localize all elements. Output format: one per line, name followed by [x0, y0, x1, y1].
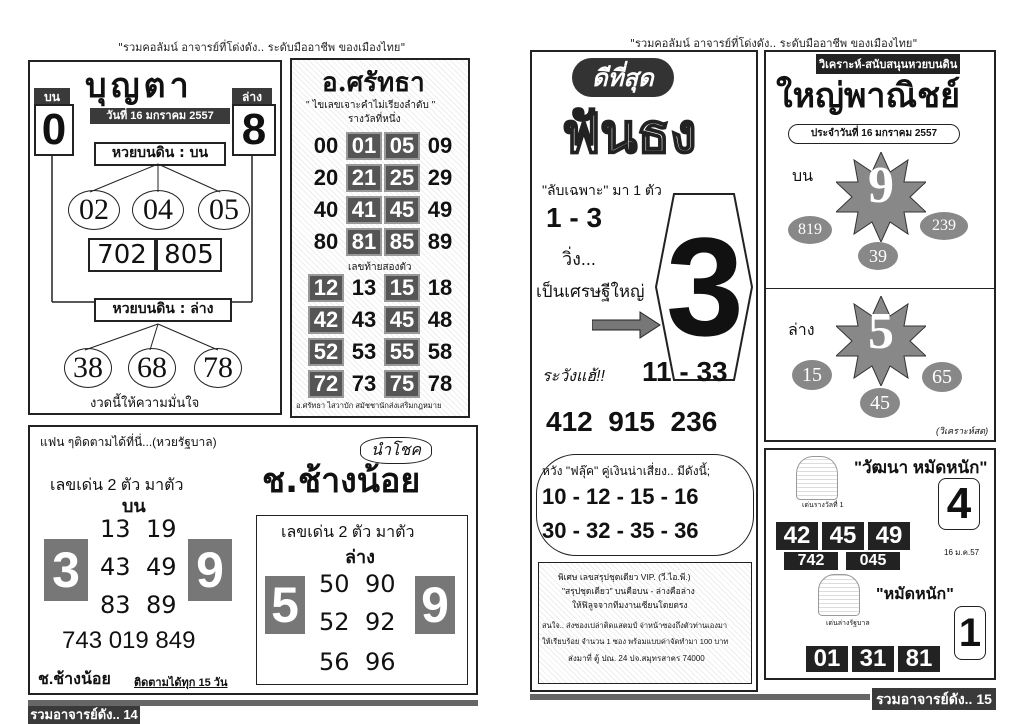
grid-number: 89 — [427, 229, 453, 254]
footer-note: ติดตามได้ทุก 15 วัน — [134, 677, 228, 689]
chang-noi-logo: ช.ช้างน้อย — [262, 461, 421, 501]
grid-number: 52 — [308, 338, 344, 366]
grid-number: 40 — [313, 197, 339, 222]
grid-number: 81 — [346, 228, 382, 256]
grid-number: 01 — [346, 132, 382, 160]
grid-number: 42 — [308, 306, 344, 334]
upper-pair: 19 — [146, 515, 177, 543]
lower-left-big: 5 — [265, 576, 305, 634]
upper-three: 743 019 849 — [62, 627, 196, 654]
grid-number: 29 — [427, 165, 453, 190]
grid-number: 20 — [313, 165, 339, 190]
vip-line: พิเศษ เลขสรุปชุดเดียว VIP. (วี.ไอ.พี.) — [558, 572, 691, 582]
top-pair: 45 — [822, 522, 864, 550]
watthana-panel — [764, 448, 996, 680]
top-label: บน — [792, 168, 814, 185]
upper-number: 05 — [198, 190, 250, 230]
yai-phanit-panel — [764, 50, 996, 442]
top-three: 045 — [846, 552, 900, 570]
beware-pair: 11 - 33 — [642, 356, 728, 387]
chang-noi-panel — [28, 425, 478, 695]
bunyata-caption: งวดนี้ให้ความมั่นใจ — [90, 395, 200, 410]
special-pair: 1 - 3 — [546, 202, 603, 233]
lower-number: 78 — [194, 348, 242, 388]
vip-line: ให้ฟิลูจจากทีมงานเซียนโดยตรง — [572, 600, 688, 610]
grid-number: 45 — [384, 196, 420, 224]
bottom-big: 5 — [868, 303, 894, 360]
run-text: วิ่ง... — [562, 249, 596, 269]
fan-thong-panel — [530, 50, 758, 692]
bottom-pair: 01 — [806, 646, 848, 672]
grid-number: 55 — [384, 338, 420, 366]
bottom-label: ล่าง — [232, 88, 272, 104]
top-note: เด่นรางวัลที่ 1 — [802, 502, 844, 509]
fan-thong-title-top: ดีที่สุด — [572, 58, 674, 97]
right-footer-line — [530, 694, 870, 700]
grid-number: 53 — [351, 339, 377, 364]
lower-pair: 92 — [365, 608, 396, 636]
right-page-footer: รวมอาจารย์ดัง.. 15 — [872, 688, 996, 710]
bottom-label: ล่าง — [788, 322, 815, 339]
boxer-right-icon — [818, 574, 860, 616]
upper-three-digit: 702 — [88, 238, 156, 272]
grid-number: 09 — [427, 133, 453, 158]
first-prize-grid — [308, 132, 468, 262]
bottom-pair: 31 — [852, 646, 894, 672]
top-small: 239 — [920, 212, 968, 240]
rich-text: เป็นเศรษฐีใหญ่ — [536, 282, 645, 301]
bottom-digit: 8 — [232, 104, 276, 156]
upper-number: 04 — [132, 190, 184, 230]
yai-phanit-tagline: วิเคราะห์-สนับสนุนหวยบนดิน — [816, 54, 960, 74]
bottom-pair: 81 — [898, 646, 940, 672]
left-page-footer: รวมอาจารย์ดัง.. 14 — [28, 706, 140, 724]
vip-line: ส่งมาที่ ตู้ ปณ. 24 ปจ.สมุทรสาคร 74000 — [568, 654, 705, 663]
left-page-header: "รวมคอลัมน์ อาจารย์ที่โด่งดัง.. ระดับมืออาชีพ ของเมืองไทย" — [118, 41, 406, 54]
grid-number: 21 — [346, 164, 382, 192]
lower-tag: หวยบนดิน : ล่าง — [94, 298, 232, 322]
special-label: "ลับเฉพาะ" มา 1 ตัว — [542, 182, 662, 198]
grid-number: 49 — [427, 197, 453, 222]
lower-subpanel — [256, 515, 468, 685]
top-three: 742 — [784, 552, 838, 570]
fan-thong-title-main: ฟันธง — [562, 102, 697, 165]
lower-sub: ล่าง — [345, 547, 375, 567]
upper-right-big: 9 — [188, 539, 232, 601]
grid-number: 58 — [427, 339, 453, 364]
grid-number: 15 — [384, 274, 420, 302]
right-page-header: "รวมคอลัมน์ อาจารย์ที่โด่งดัง.. ระดับมืออาชีพ ของเมืองไทย" — [630, 37, 918, 50]
upper-pair: 49 — [146, 553, 177, 581]
grid-number: 75 — [384, 370, 420, 398]
second-title: "หมัดหนัก" — [876, 586, 954, 603]
lower-pair: 50 — [319, 570, 350, 598]
upper-pair: 83 — [100, 591, 131, 619]
lower-pair: 56 — [319, 648, 350, 676]
yai-phanit-title: ใหญ่พาณิชย์ — [776, 76, 961, 116]
flute-row: 30 - 32 - 35 - 36 — [542, 518, 699, 543]
grid-number: 12 — [308, 274, 344, 302]
lower-right-big: 9 — [415, 576, 455, 634]
upper-pair: 43 — [100, 553, 131, 581]
bunyata-date: วันที่ 16 มกราคม 2557 — [90, 108, 230, 124]
last-two-label: เลขท้ายสองตัว — [348, 262, 412, 273]
divider — [766, 288, 994, 289]
first-prize-label: รางวัลที่หนึ่ง — [348, 114, 401, 125]
upper-tag: หวยบนดิน : บน — [94, 142, 226, 166]
grid-number: 41 — [346, 196, 382, 224]
grid-number: 18 — [427, 275, 453, 300]
boxer-left-icon — [796, 456, 838, 500]
upper-label: เลขเด่น 2 ตัว มาตัว — [50, 477, 184, 494]
lower-number: 38 — [64, 348, 112, 388]
lower-pair: 90 — [365, 570, 396, 598]
top-small: 819 — [788, 216, 832, 244]
watthana-date: 16 ม.ค.57 — [944, 548, 980, 557]
arrow-icon — [592, 310, 662, 340]
grid-number: 80 — [313, 229, 339, 254]
sattha-subtitle: " ไขเลขเจาะคำไม่เรียงลำดับ " — [306, 100, 436, 111]
grid-number: 13 — [351, 275, 377, 300]
flute-row: 10 - 12 - 15 - 16 — [542, 484, 699, 509]
grid-number: 45 — [384, 306, 420, 334]
sattha-panel — [290, 58, 470, 418]
yai-phanit-credit: (วิเคราะห์สด) — [936, 426, 989, 436]
grid-number: 00 — [313, 133, 339, 158]
watthana-bottom-big: 1 — [954, 606, 986, 660]
upper-pair: 13 — [100, 515, 131, 543]
bottom-note: เด่นล่างรัฐบาล — [826, 620, 870, 627]
lower-label: เลขเด่น 2 ตัว มาตัว — [281, 524, 415, 541]
upper-sub: บน — [122, 496, 146, 516]
sattha-title: อ.ศรัทธา — [322, 68, 425, 98]
bunyata-title: บุญตา — [85, 66, 193, 106]
vip-line: สนใจ.. ส่งซองเปล่าติดแสตมป์ จ่าหน้าซองถึงตัวท่านเองมา — [542, 621, 728, 630]
grid-number: 43 — [351, 307, 377, 332]
top-digit: 0 — [34, 104, 74, 156]
lower-number: 68 — [128, 348, 176, 388]
bottom-small: 15 — [792, 360, 832, 390]
top-small: 39 — [858, 242, 898, 270]
hope-text: หวัง "ฟลุ๊ค" คู่เงินน่าเสี่ยง.. มีดังนี้; — [542, 464, 711, 478]
top-big: 9 — [868, 157, 894, 214]
beware-text: ระวังแฮ้!! — [542, 368, 605, 385]
top-pair: 49 — [868, 522, 910, 550]
upper-pair: 89 — [146, 591, 177, 619]
top-pair: 42 — [776, 522, 818, 550]
chang-noi-logo-small: นำโชค — [360, 437, 432, 464]
last-two-grid — [308, 274, 468, 404]
bottom-small: 45 — [860, 388, 900, 418]
upper-three-digit: 805 — [156, 238, 222, 272]
grid-number: 72 — [308, 370, 344, 398]
chang-noi-top-note: แฟน ๆติดตามได้ที่นี่...(หวยรัฐบาล) — [40, 435, 217, 449]
grid-number: 78 — [427, 371, 453, 396]
upper-left-big: 3 — [44, 539, 88, 601]
bunyata-panel — [28, 60, 282, 415]
three-digit-row: 412 915 236 — [546, 406, 718, 437]
footer-logo: ช.ช้างน้อย — [38, 671, 111, 688]
fan-thong-big-digit: 3 — [666, 208, 744, 365]
yai-phanit-date: ประจำวันที่ 16 มกราคม 2557 — [788, 124, 960, 144]
vip-line: "สรุปชุดเดียว" บนคือบน - ล่างคือล่าง — [562, 586, 695, 596]
grid-number: 05 — [384, 132, 420, 160]
watthana-top-big: 4 — [938, 478, 980, 530]
grid-number: 73 — [351, 371, 377, 396]
watthana-title: "วัฒนา หมัดหนัก" — [854, 458, 988, 477]
top-label: บน — [34, 88, 70, 104]
lower-pair: 52 — [319, 608, 350, 636]
upper-number: 02 — [68, 190, 120, 230]
grid-number: 85 — [384, 228, 420, 256]
bottom-small: 65 — [922, 362, 962, 392]
sattha-credit: อ.ศรัทธา ไสวาบัก สมัชชานักส่งเสริมกฎหมาย — [296, 401, 442, 410]
vip-line: ให้เรียบร้อย จำนวน 1 ซอง พร้อมแบบค่าจัดทำมา 100 บาท — [542, 637, 729, 646]
lower-pair: 96 — [365, 648, 396, 676]
grid-number: 25 — [384, 164, 420, 192]
grid-number: 48 — [427, 307, 453, 332]
